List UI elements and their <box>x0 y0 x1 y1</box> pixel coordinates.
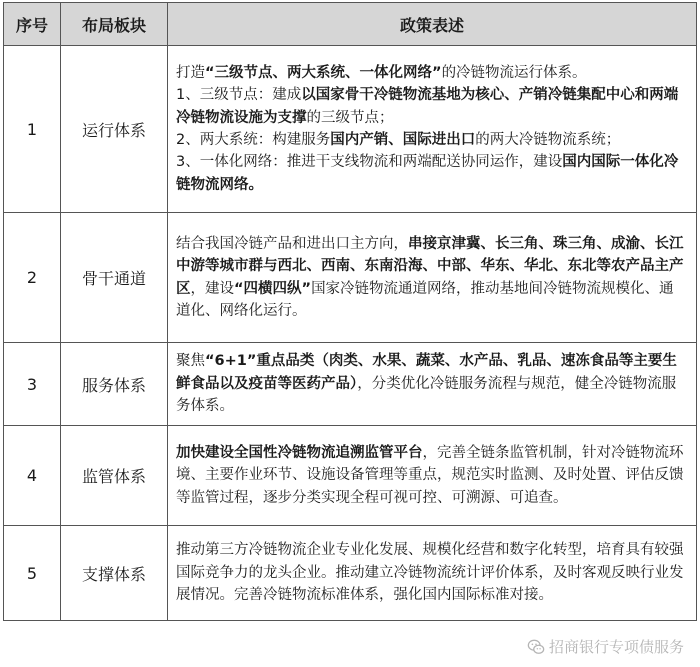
row-index: 5 <box>4 526 61 621</box>
row-area: 运行体系 <box>61 46 168 213</box>
row-area: 监管体系 <box>61 426 168 526</box>
policy-text: 2、两大系统：构建服务 <box>176 132 331 148</box>
row-index: 2 <box>4 213 61 343</box>
policy-paragraph <box>176 233 688 323</box>
policy-text: ，建设 <box>190 280 234 297</box>
row-policy <box>168 213 697 343</box>
policy-text: 推动第三方冷链物流企业专业化发展、规模化经营和数字化转型，培育具有较强国际竞争力的龙头企业。推动建立冷链物流统计评价体系，及时客观反映行业发展情况。完善冷链物流标准体系，强化国内国际标准对接。 <box>176 542 684 604</box>
header-row <box>4 3 697 46</box>
table-row <box>4 46 697 213</box>
policy-text-bold: “三级节点、两大系统、一体化网络” <box>205 64 442 81</box>
policy-text: 的三级节点； <box>306 109 394 126</box>
policy-paragraph <box>176 151 688 196</box>
row-index: 4 <box>4 426 61 526</box>
policy-paragraph <box>176 84 688 129</box>
policy-paragraph <box>176 350 688 417</box>
watermark-text: 招商银行专项债服务 <box>548 638 684 656</box>
row-index: 1 <box>4 46 61 213</box>
row-policy <box>168 343 697 426</box>
policy-text-bold: 国内国际一体化冷链物流网络。 <box>176 154 679 193</box>
policy-table <box>3 2 697 621</box>
policy-text: 聚焦 <box>176 353 205 370</box>
header-index: 序号 <box>4 3 61 46</box>
policy-text-bold: 加快建设全国性冷链物流追溯监管平台 <box>176 444 423 461</box>
policy-paragraph <box>176 62 688 84</box>
watermark <box>527 636 684 657</box>
policy-text: ，完善全链条监管机制，针对冷链物流环境、主要作业环节、设施设备管理等重点，规范实时监测、及时处置、评估反馈等监管过程，逐步分类实现全程可视可控、可溯源、可追查。 <box>176 444 684 506</box>
policy-paragraph <box>176 442 688 509</box>
header-policy: 政策表述 <box>168 3 697 46</box>
row-policy <box>168 46 697 213</box>
policy-text: 结合我国冷链产品和进出口主方向， <box>176 235 408 252</box>
row-policy <box>168 526 697 621</box>
policy-text-bold: “四横四纵” <box>234 280 312 297</box>
policy-paragraph <box>176 129 688 151</box>
row-area: 服务体系 <box>61 343 168 426</box>
policy-text: 的冷链物流运行体系。 <box>441 64 587 81</box>
policy-text: 国家冷链物流通道网络，推动基地间冷链物流规模化、通道化、网络化运行。 <box>176 280 674 319</box>
row-area: 骨干通道 <box>61 213 168 343</box>
policy-text: ，分类优化冷链服务流程与规范，健全冷链物流服务体系。 <box>176 375 677 415</box>
policy-text-bold: 串接京津冀、长三角、珠三角、成渝、长江中游等城市群与西北、西南、东南沿海、中部、华东、华北、东北等农产品主产区 <box>176 235 684 297</box>
policy-text-bold: 国内产销、国际进出口 <box>330 132 476 148</box>
row-policy <box>168 426 697 526</box>
policy-text: 1、三级节点：建成 <box>176 87 302 104</box>
table-row <box>4 426 697 526</box>
policy-text: 的两大冷链物流系统； <box>475 132 621 148</box>
wechat-icon <box>527 638 545 656</box>
policy-text: 打造 <box>176 64 205 81</box>
table-row <box>4 526 697 621</box>
policy-paragraph <box>176 539 688 606</box>
row-index: 3 <box>4 343 61 426</box>
table-row <box>4 343 697 426</box>
row-area: 支撑体系 <box>61 526 168 621</box>
policy-text: 3、一体化网络：推进干支线物流和两端配送协同运作，建设 <box>176 154 563 171</box>
policy-text-bold: 以国家骨干冷链物流基地为核心、产销冷链集配中心和两端冷链物流设施为支撑 <box>176 87 679 126</box>
table-row <box>4 213 697 343</box>
policy-text-bold: “6+1”重点品类（肉类、水果、蔬菜、水产品、乳品、速冻食品等主要生鲜食品以及疫苗等医药产品） <box>176 353 677 392</box>
header-area: 布局板块 <box>61 3 168 46</box>
